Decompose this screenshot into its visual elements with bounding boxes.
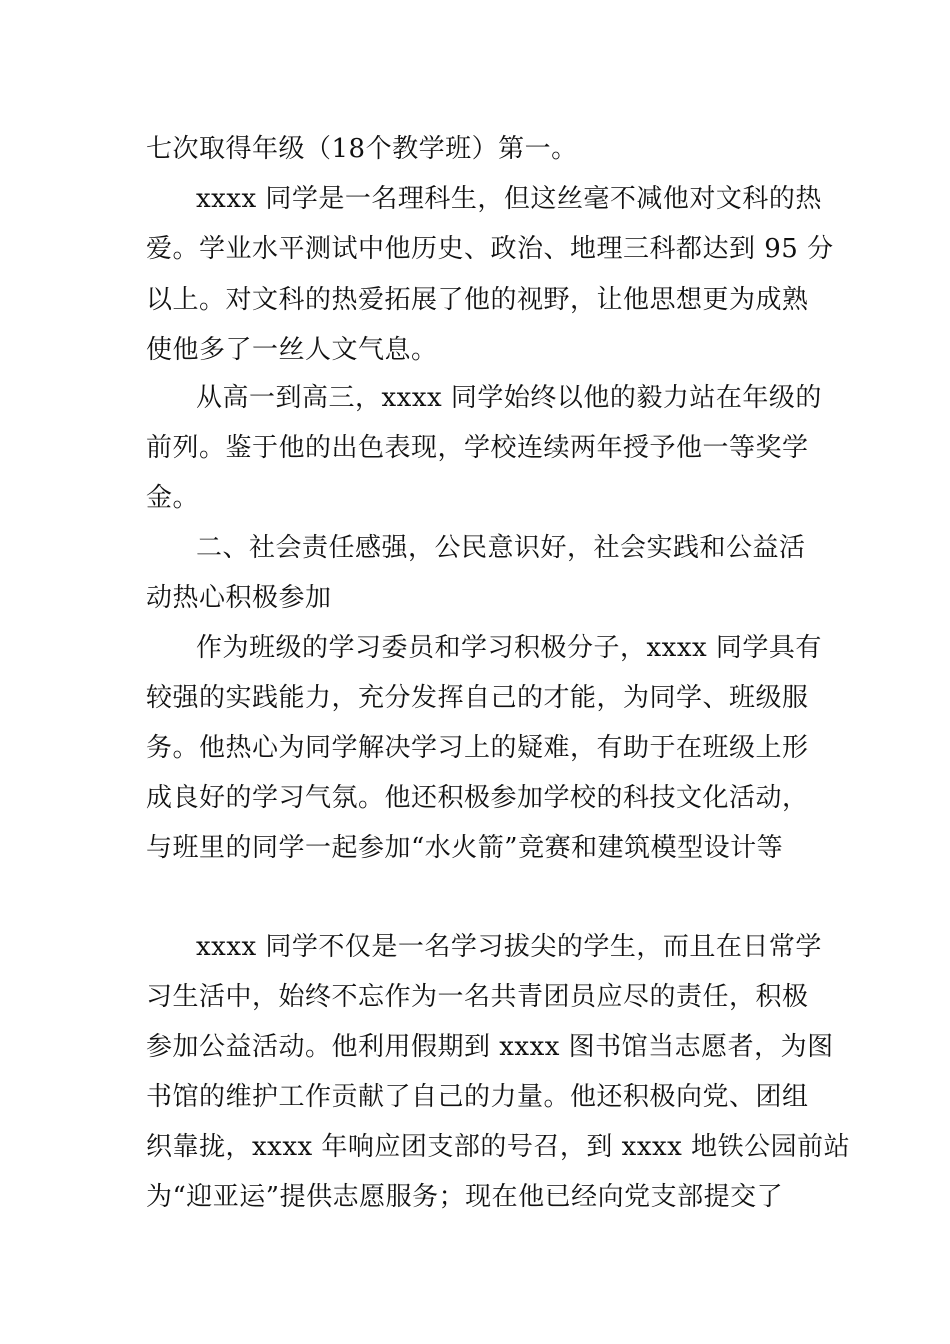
text-line: 爱。学业水平测试中他历史、政治、地理三科都达到 95 分 <box>146 234 834 264</box>
text-line: 与班里的同学一起参加“水火箭”竞赛和建筑模型设计等 <box>146 833 784 863</box>
text-line: 较强的实践能力，充分发挥自己的才能，为同学、班级服 <box>146 683 809 713</box>
text-line: 织靠拢，xxxx 年响应团支部的号召，到 xxxx 地铁公园前站 <box>146 1132 851 1162</box>
text-line: 以上。对文科的热爱拓展了他的视野，让他思想更为成熟 <box>146 285 809 315</box>
text-line: 习生活中，始终不忘作为一名共青团员应尽的责任，积极 <box>146 982 809 1012</box>
text-line: 务。他热心为同学解决学习上的疑难，有助于在班级上形 <box>146 733 809 763</box>
text-line: 作为班级的学习委员和学习积极分子，xxxx 同学具有 <box>196 633 822 663</box>
section-heading-line: 二、社会责任感强，公民意识好，社会实践和公益活 <box>196 533 806 563</box>
text-line: 使他多了一丝人文气息。 <box>146 335 438 365</box>
section-heading-line: 动热心积极参加 <box>146 583 332 613</box>
text-line: 为“迎亚运”提供志愿服务；现在他已经向党支部提交了 <box>146 1182 784 1212</box>
text-line: 金。 <box>146 483 200 513</box>
text-line: 前列。鉴于他的出色表现，学校连续两年授予他一等奖学 <box>146 433 809 463</box>
text-line: xxxx 同学是一名理科生，但这丝毫不减他对文科的热 <box>196 184 822 214</box>
text-line: 参加公益活动。他利用假期到 xxxx 图书馆当志愿者，为图 <box>146 1032 834 1062</box>
text-line: 从高一到高三，xxxx 同学始终以他的毅力站在年级的 <box>196 383 822 413</box>
text-line: 书馆的维护工作贡献了自己的力量。他还积极向党、团组 <box>146 1082 809 1112</box>
text-line: 成良好的学习气氛。他还积极参加学校的科技文化活动， <box>146 783 809 813</box>
text-line: 七次取得年级（18个教学班）第一。 <box>146 134 578 164</box>
text-line: xxxx 同学不仅是一名学习拔尖的学生，而且在日常学 <box>196 932 822 962</box>
